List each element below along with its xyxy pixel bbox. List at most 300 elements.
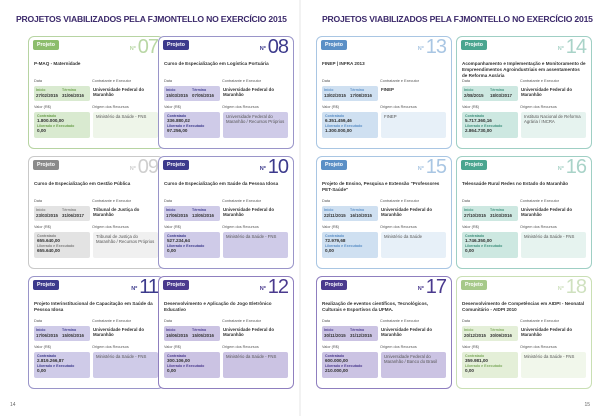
start-date [464,328,490,339]
project-card-09 [28,156,164,269]
valor-label: Valor (R$) [322,225,340,229]
contratante-label: Contratante e Executor [222,319,262,323]
contratado-value: 5.717.360,16 [465,118,492,123]
contratante-value: Universidade Federal do Maranhão [381,327,432,337]
origem-value: Ministério da Saúde [381,232,446,258]
liberado-value: 1.300.000,00 [325,128,352,133]
project-title: Projeto de Ensino, Pesquisa e Extensão "Professores PET-Saúde" [322,181,440,192]
liberado-value: 0,00 [167,248,176,253]
start-date [36,208,62,219]
number-label: Nº [557,166,564,172]
page-title: PROJETOS VIABILIZADOS PELA FJMONTELLO NO EXERCÍCIO 2015 [322,14,593,24]
liberado-label: Liberado e Executado [167,124,205,128]
value-row [29,351,163,378]
origem-value: Ministério da Saúde - FNS [521,232,586,258]
project-card-12 [158,276,294,389]
value-row [457,111,591,138]
value-row [317,351,451,378]
origem-label: Origem dos Recursos [222,105,259,109]
project-title: Desenvolvimento e Aplicação do Jogo Eletrônico Educativo [164,301,272,312]
card-header [317,36,451,58]
date-row [317,205,451,221]
dates-box [462,326,518,341]
liberado-label: Liberado e Executado [167,364,205,368]
values-box [164,232,220,258]
card-header [457,276,591,298]
origem-label: Origem dos Recursos [520,225,557,229]
project-card-08 [158,36,294,149]
project-title: Telessaúde Rural Redes no Estado do Maranhão [462,181,569,186]
start-date [324,88,350,99]
start-value: 20/12/2015 [464,333,486,338]
date-row [457,85,591,101]
dates-box [322,206,378,221]
number-label: Nº [129,46,136,52]
liberado-value: 97.256,00 [167,128,188,133]
contratante-label: Contratante e Executor [520,199,560,203]
end-label: Término [62,88,77,92]
contratante-value: Universidade Federal do Maranhão [223,87,274,97]
contratado-label: Contratado [325,234,345,238]
end-date [62,328,88,339]
project-card-18 [456,276,592,389]
number-label: Nº [557,286,564,292]
number-label: Nº [417,46,424,52]
start-label: Início [324,88,334,92]
values-box [322,352,378,378]
number-value: 10 [267,156,288,178]
contratante-value: Universidade Federal do Maranhão [93,327,144,337]
valor-label: Valor (R$) [34,225,52,229]
project-tag: Projeto [321,160,347,170]
liberado-label: Liberado e Executado [325,364,363,368]
values-box [322,232,378,258]
origem-label: Origem dos Recursos [222,225,259,229]
number-value: 16 [565,156,586,178]
contratado-label: Contratado [325,354,345,358]
contratado-label: Contratado [167,234,187,238]
project-tag: Projeto [461,280,487,290]
number-value: 09 [137,156,158,178]
value-row [159,111,293,138]
project-title: Curso de Especialização em Logística Portuária [164,61,269,66]
liberado-value: 655.640,00 [37,248,60,253]
number-value: 11 [139,276,158,298]
valor-label: Valor (R$) [462,225,480,229]
number-label: Nº [131,286,138,292]
dates-box [322,86,378,101]
number-label: Nº [557,46,564,52]
contratado-label: Contratado [37,234,57,238]
project-title: Desenvolvimento de Competências em AIDPI - Neonatal Comunitário - AIDPI 2010 [462,301,585,312]
origem-value: Universidade Federal do Maranhão / Recursos Próprios [223,112,288,138]
liberado-value: 210.000,00 [325,368,348,373]
end-value: 16/10/2015 [350,213,372,218]
dates-box [164,86,220,101]
start-date [464,208,490,219]
number-value: 12 [267,276,288,298]
values-box [462,112,518,138]
project-number [558,277,586,297]
end-value: 31/06/2017 [62,213,84,218]
start-label: Início [36,328,46,332]
project-number [558,37,586,57]
number-value: 15 [425,156,446,178]
liberado-label: Liberado e Executado [325,124,363,128]
data-label: Data [322,319,331,323]
number-value: 17 [425,276,446,298]
number-label: Nº [259,46,266,52]
project-tag: Projeto [163,280,189,290]
valor-label: Valor (R$) [164,345,182,349]
data-label: Data [164,319,173,323]
project-number [131,277,158,297]
end-value: 13/05/2016 [192,213,214,218]
project-card-16 [456,156,592,269]
valor-label: Valor (R$) [462,345,480,349]
start-date [166,88,192,99]
project-number [558,157,586,177]
liberado-label: Liberado e Executado [37,244,75,248]
card-header [29,276,163,298]
project-number [418,37,446,57]
contratante-label: Contratante e Executor [520,79,560,83]
liberado-label: Liberado e Executado [167,244,205,248]
project-title: Projeto Interinstitucional de Capacitação em Saúde da Pessoa Idosa [34,301,153,312]
card-header [317,276,451,298]
project-tag: Projeto [33,160,59,170]
page-title: PROJETOS VIABILIZADOS PELA FJMONTELLO NO EXERCÍCIO 2015 [16,14,287,24]
end-label: Término [350,208,365,212]
value-row [317,231,451,258]
project-title: P-MAQ - Maternidade [34,61,81,66]
values-box [462,352,518,378]
origem-label: Origem dos Recursos [222,345,259,349]
value-row [159,351,293,378]
end-label: Término [192,208,207,212]
number-label: Nº [417,286,424,292]
project-card-14 [456,36,592,149]
page-number: 14 [10,402,16,408]
contratado-label: Contratado [167,114,187,118]
origem-label: Origem dos Recursos [92,345,129,349]
start-label: Início [324,328,334,332]
project-number [130,37,158,57]
start-value: 2/08/2015 [464,93,484,98]
dates-box [322,326,378,341]
contratante-label: Contratante e Executor [380,319,420,323]
project-tag: Projeto [321,40,347,50]
contratante-label: Contratante e Executor [92,199,132,203]
values-box [322,112,378,138]
project-card-11 [28,276,164,389]
start-label: Início [464,88,474,92]
end-date [350,88,376,99]
value-row [457,351,591,378]
end-value: 15/05/2016 [192,333,214,338]
data-label: Data [322,79,331,83]
start-value: 22/11/2015 [324,213,346,218]
contratante-value: Universidade Federal do Maranhão [521,327,572,337]
start-date [464,88,490,99]
valor-label: Valor (R$) [164,225,182,229]
origem-value: Ministério da Saúde - FNS [521,352,586,378]
values-box [164,352,220,378]
project-title: Realização de eventos científicos, Tecnológicos, Culturais e Esportivos da UFMA. [322,301,429,312]
project-number [260,277,288,297]
date-row [457,205,591,221]
data-label: Data [462,79,471,83]
contratado-label: Contratado [37,354,57,358]
start-label: Início [166,328,176,332]
project-number [130,157,158,177]
contratante-value: Tribunal de Justiça do Maranhão [93,207,140,217]
number-label: Nº [259,286,266,292]
project-card-07 [28,36,164,149]
card-header [29,36,163,58]
date-row [317,325,451,341]
value-row [29,111,163,138]
data-label: Data [462,319,471,323]
origem-value: Universidade Federal do Maranhão / Banco do Brasil [381,352,446,378]
end-date [490,328,516,339]
end-label: Término [490,208,505,212]
number-value: 08 [267,36,288,58]
data-label: Data [322,199,331,203]
contratante-label: Contratante e Executor [222,79,262,83]
start-label: Início [36,208,46,212]
end-value: 17/08/2016 [350,93,372,98]
number-label: Nº [129,166,136,172]
contratante-value: Universidade Federal do Maranhão [93,87,144,97]
liberado-label: Liberado e Executado [37,124,75,128]
start-label: Início [166,208,176,212]
project-number [418,277,446,297]
liberado-value: 2.864.730,00 [465,128,492,133]
origem-label: Origem dos Recursos [380,225,417,229]
origem-label: Origem dos Recursos [520,345,557,349]
start-label: Início [36,88,46,92]
end-date [490,88,516,99]
card-header [159,276,293,298]
start-value: 27/02/2015 [36,93,58,98]
liberado-value: 0,00 [465,368,474,373]
contratado-value: 1.746.350,00 [465,238,492,243]
start-label: Início [464,208,474,212]
date-row [317,85,451,101]
origem-value: Ministério da Saúde - FNS [93,352,158,378]
start-value: 17/06/2015 [36,333,58,338]
contratante-label: Contratante e Executor [92,79,132,83]
end-date [490,208,516,219]
liberado-label: Liberado e Executado [37,364,75,368]
project-number [418,157,446,177]
origem-value: Ministério da Saúde - FNS [93,112,158,138]
number-value: 13 [425,36,446,58]
start-value: 15/03/2015 [166,93,188,98]
start-date [166,208,192,219]
date-row [159,85,293,101]
dates-box [462,206,518,221]
contratante-value: Universidade Federal do Maranhão [381,207,432,217]
end-label: Término [350,88,365,92]
contratado-value: 600.000,00 [325,358,348,363]
end-label: Término [490,328,505,332]
valor-label: Valor (R$) [322,345,340,349]
liberado-label: Liberado e Executado [465,364,503,368]
origem-value: Ministério da Saúde - FNS [223,352,288,378]
contratado-value: 72.979,68 [325,238,346,243]
project-card-10 [158,156,294,269]
card-header [159,156,293,178]
project-card-15 [316,156,452,269]
liberado-value: 0,00 [325,248,334,253]
date-row [159,325,293,341]
end-label: Término [490,88,505,92]
project-title: FINEP | INFRA 2013 [322,61,365,66]
card-header [29,156,163,178]
start-label: Início [166,88,176,92]
valor-label: Valor (R$) [462,105,480,109]
liberado-value: 0,00 [37,368,46,373]
end-date [350,208,376,219]
end-date [62,208,88,219]
card-header [457,156,591,178]
contratante-value: Universidade Federal do Maranhão [223,207,274,217]
contratante-value: Universidade Federal do Maranhão [521,87,572,97]
value-row [317,111,451,138]
end-value: 07/05/2016 [192,93,214,98]
contratante-label: Contratante e Executor [92,319,132,323]
contratado-value: 527.234,64 [167,238,190,243]
start-value: 16/06/2015 [166,333,188,338]
card-header [159,36,293,58]
contratante-value: Universidade Federal do Maranhão [521,207,572,217]
data-label: Data [164,79,173,83]
end-value: 31/12/2015 [350,333,372,338]
contratante-label: Contratante e Executor [222,199,262,203]
contratado-value: 2.819.266,87 [37,358,64,363]
values-box [34,232,90,258]
number-value: 18 [565,276,586,298]
liberado-label: Liberado e Executado [465,124,503,128]
number-value: 14 [565,36,586,58]
start-value: 30/11/2015 [324,333,346,338]
start-value: 17/06/2015 [166,213,188,218]
project-card-13 [316,36,452,149]
contratante-value: Universidade Federal do Maranhão [223,327,274,337]
origem-value: FINEP [381,112,446,138]
origem-value: Ministério da Saúde - FNS [223,232,288,258]
project-title: Acompanhamento e Implementação e Monitoramento de Empreendimentos Agroindustriais em assentamentos de Reforma Agrária [462,61,586,77]
end-value: 15/05/2016 [62,333,84,338]
end-label: Término [350,328,365,332]
origem-value: Instituto Nacional de Reforma Agrária / INCRA [521,112,586,138]
start-date [324,208,350,219]
project-title: Curso de Especialização em Saúde da Pessoa Idosa [164,181,279,186]
project-tag: Projeto [33,40,59,50]
valor-label: Valor (R$) [322,105,340,109]
dates-box [462,86,518,101]
liberado-label: Liberado e Executado [325,244,363,248]
page-number: 15 [584,402,590,408]
number-label: Nº [259,166,266,172]
value-row [159,231,293,258]
valor-label: Valor (R$) [164,105,182,109]
dates-box [164,326,220,341]
origem-value: Tribunal de Justiça do Maranhão / Recursos Próprios [93,232,158,258]
valor-label: Valor (R$) [34,345,52,349]
end-value: 30/09/2016 [490,333,512,338]
end-label: Término [192,328,207,332]
start-date [36,328,62,339]
end-date [192,328,218,339]
dates-box [164,206,220,221]
card-header [317,156,451,178]
project-tag: Projeto [163,160,189,170]
end-date [62,88,88,99]
liberado-value: 0,00 [37,128,46,133]
date-row [159,205,293,221]
contratado-label: Contratado [325,114,345,118]
values-box [34,112,90,138]
project-tag: Projeto [461,40,487,50]
project-title: Curso de Especialização em Gestão Pública [34,181,131,186]
start-date [324,328,350,339]
end-value: 18/03/2017 [490,93,512,98]
valor-label: Valor (R$) [34,105,52,109]
contratado-label: Contratado [167,354,187,358]
contratante-label: Contratante e Executor [380,199,420,203]
contratado-value: 6.351.459,46 [325,118,352,123]
data-label: Data [34,199,43,203]
end-value: 31/06/2016 [62,93,84,98]
project-tag: Projeto [163,40,189,50]
start-value: 23/03/2015 [36,213,58,218]
liberado-value: 0,00 [167,368,176,373]
project-number [260,157,288,177]
date-row [457,325,591,341]
data-label: Data [164,199,173,203]
end-date [350,328,376,339]
dates-box [34,206,90,221]
project-tag: Projeto [461,160,487,170]
dates-box [34,326,90,341]
origem-label: Origem dos Recursos [92,105,129,109]
origem-label: Origem dos Recursos [380,345,417,349]
start-label: Início [324,208,334,212]
contratado-label: Contratado [465,114,485,118]
start-value: 13/02/2015 [324,93,346,98]
origem-label: Origem dos Recursos [520,105,557,109]
contratado-value: 1.800.000,00 [37,118,64,123]
values-box [34,352,90,378]
date-row [29,85,163,101]
values-box [164,112,220,138]
contratante-value: FINEP [381,87,394,92]
data-label: Data [462,199,471,203]
end-label: Término [62,328,77,332]
contratado-value: 359.981,00 [465,358,488,363]
values-box [462,232,518,258]
number-value: 07 [137,36,158,58]
value-row [29,231,163,258]
project-card-17 [316,276,452,389]
start-date [36,88,62,99]
origem-label: Origem dos Recursos [380,105,417,109]
start-date [166,328,192,339]
data-label: Data [34,79,43,83]
